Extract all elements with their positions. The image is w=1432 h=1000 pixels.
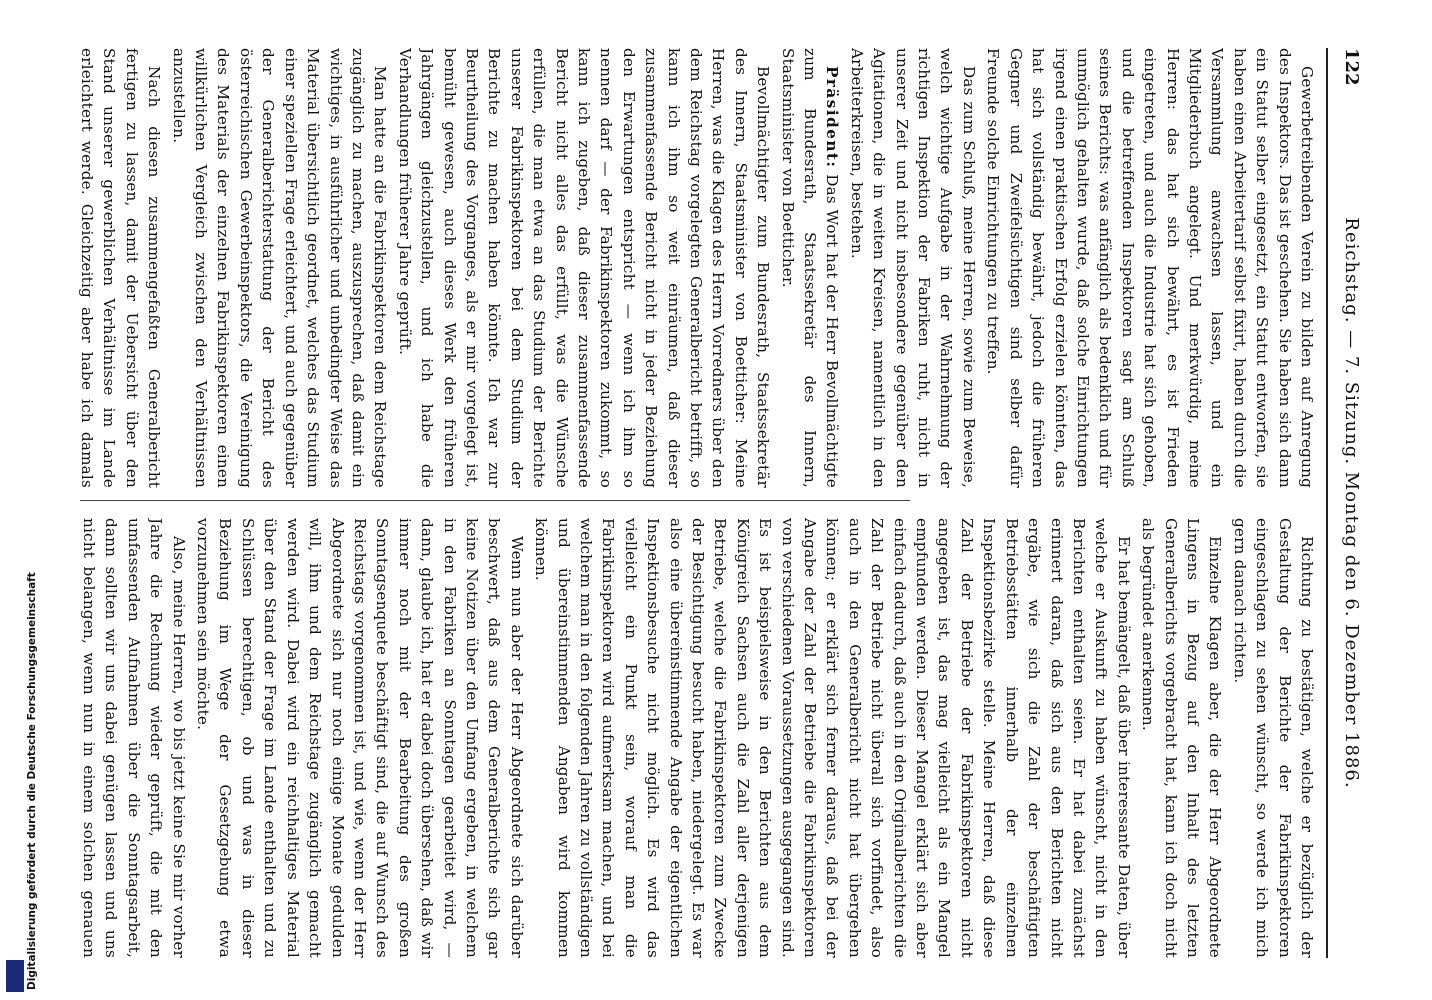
paragraph bbox=[167, 48, 391, 488]
digitization-credit-strip bbox=[0, 0, 38, 1000]
dfg-logo bbox=[6, 960, 24, 992]
paragraph-text: Nach diesen zusammengefaßten Generalbericht fertigen zu lassen, damit der Uebersicht über den Stand unserer gewerblichen Verhältnisse im Lande erleichtert werde. Gleichzeitig aber habe ich damals bbox=[78, 48, 164, 488]
paragraph bbox=[982, 48, 1318, 488]
paragraph bbox=[845, 48, 979, 488]
paragraph-text: Das zum Schluß, meine Herren, sowie zum Beweise, welch wichtige Aufgabe in der Wahrnehmung der richtigen Inspektion der Fabriken ruht, nicht in unserer Zeit und nicht insbesondere gegenüber den Agitationen, die in weiten Kreisen, namentlich in den Arbeiterkreisen, bestehen. bbox=[847, 48, 978, 488]
paragraph bbox=[78, 518, 190, 958]
rotated-page bbox=[40, 0, 1380, 1000]
paragraph bbox=[1137, 518, 1227, 958]
paragraph-text: Das Wort hat der Herr Bevollmächtigte zum Bundesrath, Staatssekretär des Innern, Staatsminister von Boetticher. bbox=[778, 48, 842, 488]
left-column bbox=[78, 48, 1318, 488]
speaker-label: Präsident: bbox=[823, 66, 842, 169]
paragraph-text: Er hat bemängelt, daß über interessante Daten, über welche er Auskunft zu haben wünscht, nicht in den Berichten enthalten seien. Er hat dabei zunächst erinnert daran, daß sich aus den Berichten nicht ergäbe, wie sich die Zahl der beschäftigten Betriebsstätten innerhalb der einzelnen Inspektionsbezirke stelle. Meine Herren, daß diese Zahl der Betriebe der Fabrikinspektoren nicht angegeben ist, das mag vielleicht als ein Mangel empfunden werden. Dieser Mangel erklärt sich aber einfach dadurch, daß auch in den Originalberichten die Zahl der Betriebe nicht überall sich vorfindet, also auch in den Generalbericht nicht hat übergehen können; er erklärt sich ferner daraus, daß bei der Angabe der Zahl der Betriebe die Fabrikinspektoren von verschiedenen Voraussetzungen ausgegangen sind. Es ist beispielsweise in den Berichten aus dem Königreich Sachsen auch die Zahl aller derjenigen Betriebe, welche die Fabrikinspektoren zum Zwecke der Besichtigung besucht haben, niedergelegt. Es war also eine übereinstimmende Angabe der eigentlichen Inspektionsbesuche nicht möglich. Es wird das vielleicht ein Punkt sein, worauf man die Fabrikinspektoren wird aufmerksam machen, und bei welchem man in den folgenden Jahren zu vollständigen und übereinstimmenden Angaben wird kommen können. bbox=[532, 518, 1133, 958]
right-column bbox=[78, 518, 1318, 958]
digitization-credit: Digitalisierung gefördert durch die Deutsche Forschungsgemeinschaft bbox=[26, 572, 38, 990]
paragraph bbox=[530, 518, 1135, 958]
paragraph-text: Wenn nun aber der Herr Abgeordnete sich darüber beschwert, daß aus dem Generalberichte sich gar keine Notizen über den Umfang ergeben, in welchem in den Fabriken an Sonntagen gearbeitet wird, — dann, glaube ich, hat er dabei doch übersehen, daß wir immer noch mit der Bearbeitung des großen Sonntagsenquete beschäftigt sind, die auf Wunsch des Reichstags vorgenommen ist, und wie, wenn der Herr Abgeordnete sich nur noch einige Monate gedulden will, ihm und dem Reichstage zugänglich gemacht werden wird. Dabei wird ein reichhaltiges Material über den Stand der Frage im Lande enthalten und zu Schlüssen berechtigen, ob und was in dieser Beziehung im Wege der Gesetzgebung etwa vorzunehmen sein möchte. bbox=[194, 518, 526, 958]
paragraph-text: Bevollmächtigter zum Bundesrath, Staatssekretär des Innern, Staatsminister von Boetticher: Meine Herren, was die Klagen des Herrn Vorredners über den dem Reichstag vorgelegten Generalbericht betrifft, so kann ich ihm so weit einräumen, daß dieser zusammenfassende Bericht nicht in jeder Beziehung den Erwartungen entspricht — wenn ich ihm so nennen darf — der Fabrikinspektoren zukommt, so kann ich zugeben, daß dieser zusammenfassende Bericht nicht alles das erfüllt, was die Wünsche erfüllen, die man etwa an das Studium der Berichte unserer Fabrikinspektoren bei dem Studium der Berichte zu machen haben könnte. Ich war zur Beurtheilung des Vorganges, als er mir vorgelegt ist, bemüht gewesen, auch dieses Werk den früheren Jahrgängen gleichzustellen, und ich habe die Verhandlungen früherer Jahre geprüft. bbox=[395, 48, 773, 488]
paragraph bbox=[192, 518, 528, 958]
paragraph-text: Einzelne Klagen aber, die der Herr Abgeordnete Lingens in Bezug auf den Inhalt des letzten Generalberichts vorgebracht hat, kann ich doch nicht als begründet anerkennen. bbox=[1139, 518, 1225, 958]
paragraph bbox=[393, 48, 774, 488]
paragraph-text: Also, meine Herren, wo bis jetzt keine Sie mir vorher Jahre die Rechnung wieder geprüft, die mit den umfassenden Aufnahmen über die Sonntagsarbeit, dann sollten wir uns dabei genügen lassen und uns nicht belangen, wenn nun in einem solchen genauen bbox=[80, 518, 188, 958]
page-header bbox=[1330, 48, 1370, 958]
paragraph bbox=[1228, 518, 1318, 958]
paragraph-text: Man hatte an die Fabrikinspektoren dem Reichstage zugänglich zu machen, auszusprechen, daß damit ein wichtiges, in ausführlicher und unbedingter Weise das Material übersichtlich geordnet, welches das Studium einer speziellen Frage erleichtert, und auch gegenüber der Generalberichterstattung der Bericht des österreichischen Gewerbeinspektors, die Vereinigung des Materials der einzelnen Fabrikinspektoren einen willkürlichen Vergleich zwischen den Verhältnissen anzustellen. bbox=[169, 48, 390, 488]
paragraph bbox=[776, 48, 843, 488]
page-number: 122 bbox=[1341, 48, 1362, 86]
paragraph bbox=[78, 48, 165, 488]
paragraph-text: Gewerbetreibenden Verein zu bilden auf Anregung des Inspektors. Das ist geschehen. Sie haben sich dann ein Statut selber eingesetzt, ein Statut entworfen, sie haben einen Arbeitertarif selbst fixirt, haben durch die Versammlung anwachsen lassen, und ein Mitgliederbuch angelegt. Und merkwürdig, meine Herren: das hat sich bewährt, es ist Frieden eingetreten, und auch die Industrie hat sich gehoben, und die betreffenden Inspektoren sagt am Schluß seines Berichts: was anfänglich als bedenklich und für unmöglich gehalten wurde, daß solche Einrichtungen irgend einen praktischen Erfolg erzielen könnten, das hat sich vollständig bewährt, jedoch die früheren Gegner und Zweifelsüchtigen sind selber dafür Freunde solche Einrichtungen zu treffen. bbox=[984, 48, 1316, 488]
paragraph-text: Richtung zu bestätigen, welche er bezüglich der Gestaltung der Berichte der Fabrikinspektoren eingeschlagen zu sehen wünscht, so werde ich mich gern danach richten. bbox=[1230, 518, 1316, 958]
column-divider bbox=[80, 500, 910, 501]
header-title: Reichstag. — 7. Sitzung. Montag den 6. Dezember 1886. bbox=[1341, 217, 1362, 789]
header-rule bbox=[1326, 48, 1328, 958]
